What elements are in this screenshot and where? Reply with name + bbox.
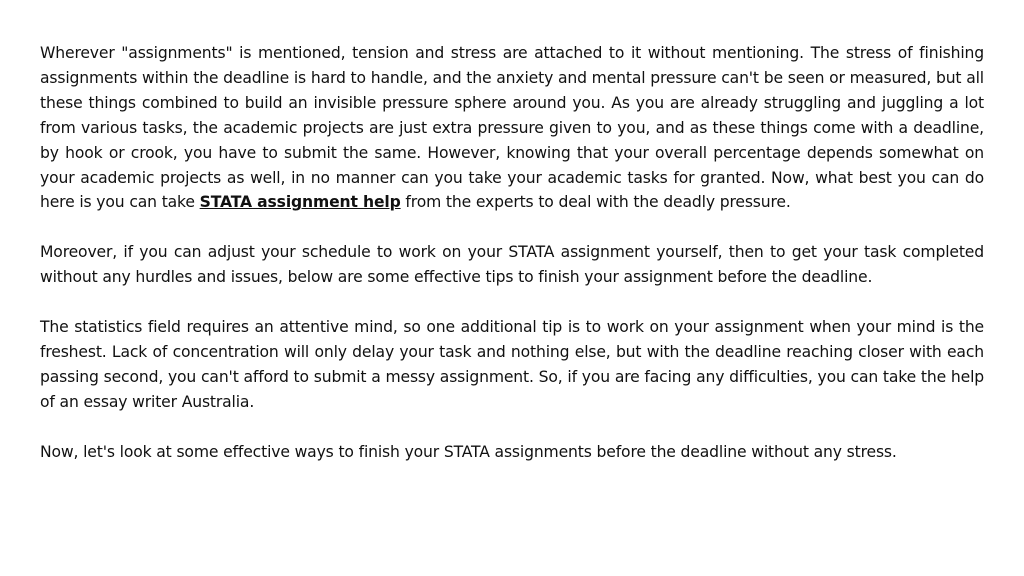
paragraph-closing: Now, let's look at some effective ways to finish your STATA assignments before the deadline without any stress. xyxy=(40,442,897,461)
paragraph-statistics: The statistics field requires an attentive mind, so one additional tip is to work on your assignment when your mind is the freshest. Lack of concentration will only delay your task and nothing else, but with the deadline reaching closer with each passing second, you can't afford to submit a messy assignment. So, if you are facing any difficulties, you can take the help of an essay writer Australia. xyxy=(40,318,984,411)
paragraph-intro-text-after: from the experts to deal with the deadly pressure. xyxy=(400,193,791,212)
stata-assignment-help-link[interactable]: STATA assignment help xyxy=(199,193,401,212)
paragraph-intro-text-before: Wherever "assignments" is mentioned, tension and stress are attached to it without mentioning. The stress of finishing assignments within the deadline is hard to handle, and the anxiety and mental pressure can't be seen or measured, but all these things combined to build an invisible pressure sphere around you. As you are already struggling and juggling a lot from various tasks, the academic projects are just extra pressure given to you, and as these things come with a deadline, by hook or crook, you have to submit the same. However, knowing that your overall percentage depends somewhat on your academic projects as well, in no manner can you take your academic tasks for granted. Now, what best you can do here is you can take xyxy=(40,44,984,212)
document-body xyxy=(40,41,984,465)
paragraph-intro xyxy=(40,41,984,215)
paragraph-schedule: Moreover, if you can adjust your schedule to work on your STATA assignment yourself, then to get your task completed without any hurdles and issues, below are some effective tips to finish your assignment before the deadline. xyxy=(40,243,984,287)
